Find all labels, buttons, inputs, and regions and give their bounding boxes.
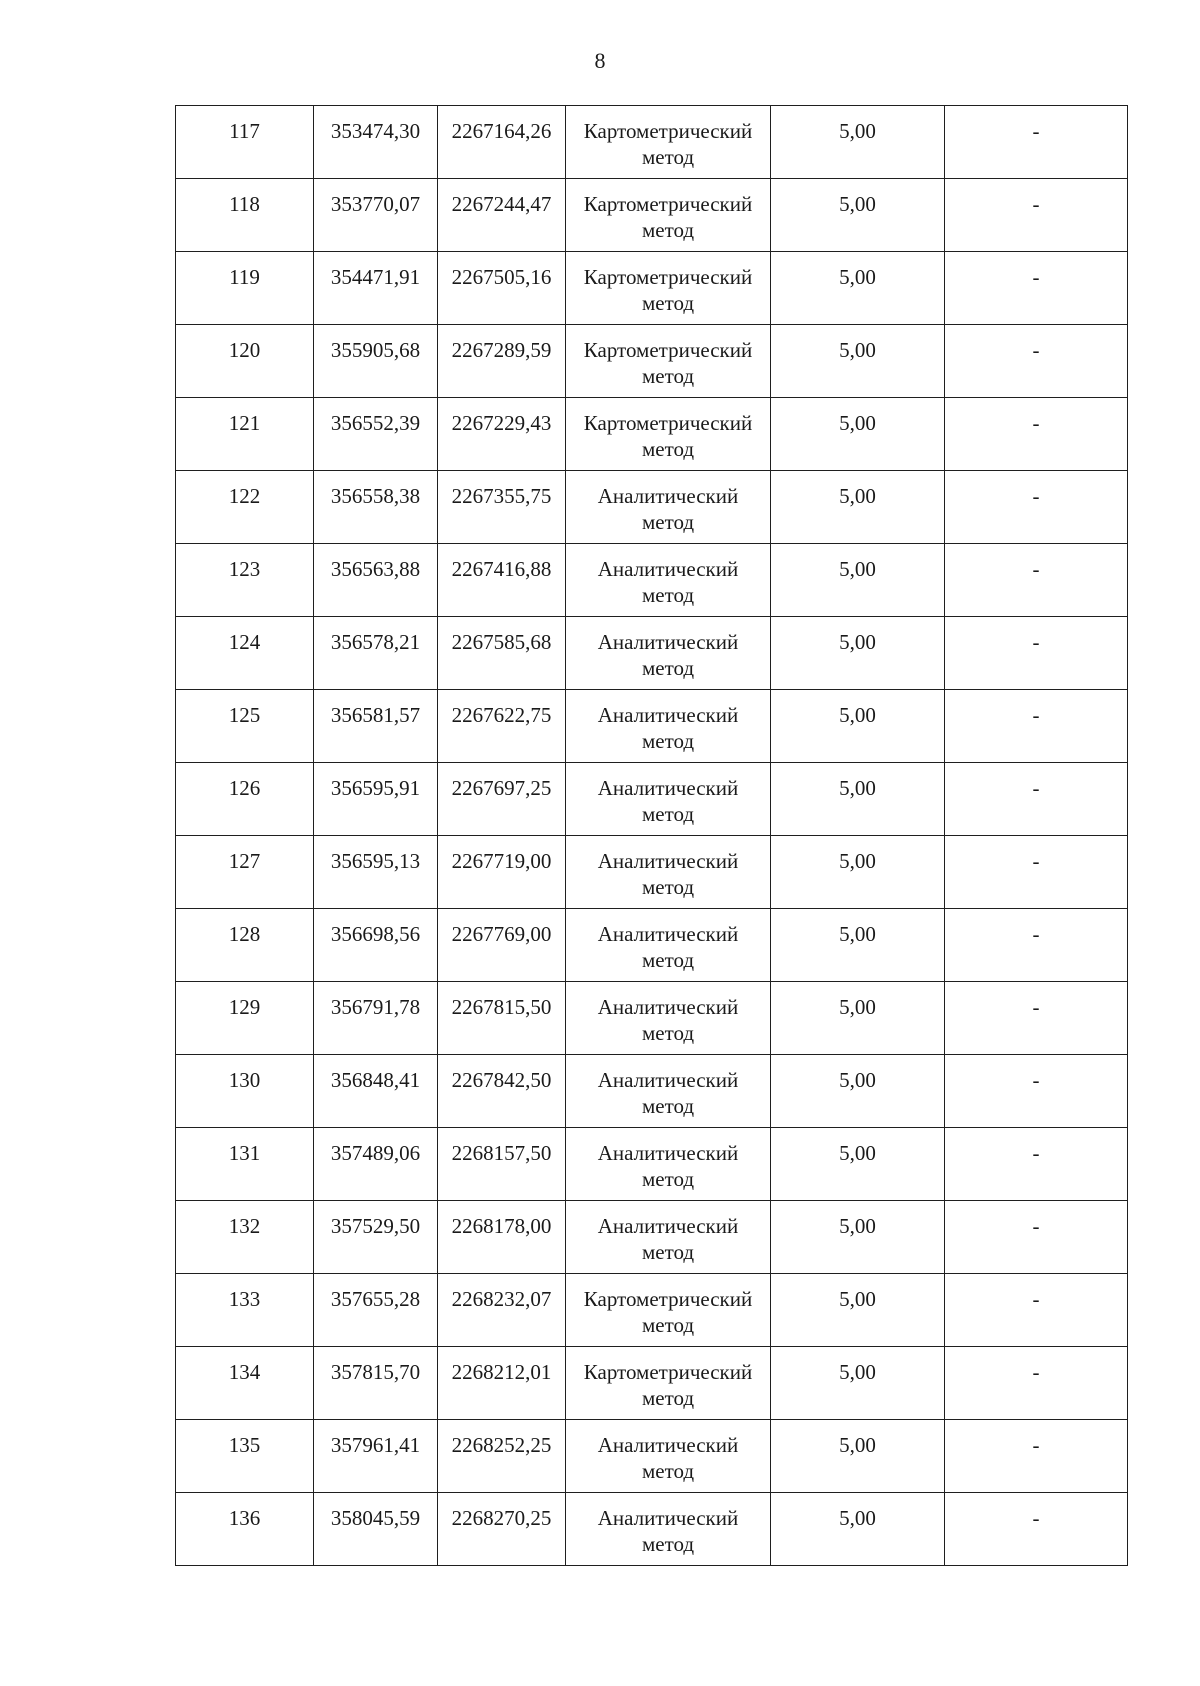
note-cell: -	[945, 1055, 1128, 1128]
method-name: Аналитический	[597, 484, 739, 508]
accuracy-cell: 5,00	[771, 909, 945, 982]
method-suffix: метод	[641, 291, 695, 315]
method-suffix: метод	[641, 948, 695, 972]
method-name: Картометрический	[583, 411, 753, 435]
method-name: Аналитический	[597, 776, 739, 800]
y-coordinate-cell: 2267355,75	[438, 471, 566, 544]
table-row	[176, 544, 1128, 617]
accuracy-cell: 5,00	[771, 1128, 945, 1201]
method-suffix: метод	[641, 1094, 695, 1118]
method-cell	[566, 1347, 771, 1420]
point-number-cell: 129	[176, 982, 314, 1055]
y-coordinate-cell: 2268252,25	[438, 1420, 566, 1493]
method-cell	[566, 398, 771, 471]
method-cell	[566, 909, 771, 982]
note-cell: -	[945, 1347, 1128, 1420]
y-coordinate-cell: 2267229,43	[438, 398, 566, 471]
x-coordinate-cell: 353770,07	[314, 179, 438, 252]
method-name: Аналитический	[597, 922, 739, 946]
method-cell	[566, 544, 771, 617]
y-coordinate-cell: 2267416,88	[438, 544, 566, 617]
note-cell: -	[945, 106, 1128, 179]
note-cell: -	[945, 1274, 1128, 1347]
method-name: Картометрический	[583, 265, 753, 289]
accuracy-cell: 5,00	[771, 544, 945, 617]
page-number: 8	[594, 48, 606, 73]
method-suffix: метод	[641, 802, 695, 826]
y-coordinate-cell: 2267719,00	[438, 836, 566, 909]
table-row	[176, 398, 1128, 471]
method-cell	[566, 106, 771, 179]
x-coordinate-cell: 356563,88	[314, 544, 438, 617]
accuracy-cell: 5,00	[771, 1055, 945, 1128]
method-name: Аналитический	[597, 703, 739, 727]
note-cell: -	[945, 909, 1128, 982]
method-name: Картометрический	[583, 192, 753, 216]
note-cell: -	[945, 471, 1128, 544]
x-coordinate-cell: 353474,30	[314, 106, 438, 179]
accuracy-cell: 5,00	[771, 1274, 945, 1347]
point-number-cell: 121	[176, 398, 314, 471]
table-row	[176, 690, 1128, 763]
method-cell	[566, 325, 771, 398]
method-suffix: метод	[641, 510, 695, 534]
method-suffix: метод	[641, 364, 695, 388]
table-row	[176, 836, 1128, 909]
method-cell	[566, 252, 771, 325]
note-cell: -	[945, 982, 1128, 1055]
accuracy-cell: 5,00	[771, 1347, 945, 1420]
method-suffix: метод	[641, 1240, 695, 1264]
y-coordinate-cell: 2267842,50	[438, 1055, 566, 1128]
method-name: Картометрический	[583, 338, 753, 362]
table-row	[176, 982, 1128, 1055]
y-coordinate-cell: 2267505,16	[438, 252, 566, 325]
x-coordinate-cell: 357529,50	[314, 1201, 438, 1274]
x-coordinate-cell: 356595,91	[314, 763, 438, 836]
table-row	[176, 325, 1128, 398]
accuracy-cell: 5,00	[771, 179, 945, 252]
point-number-cell: 122	[176, 471, 314, 544]
accuracy-cell: 5,00	[771, 398, 945, 471]
y-coordinate-cell: 2267622,75	[438, 690, 566, 763]
method-suffix: метод	[641, 1313, 695, 1337]
point-number-cell: 117	[176, 106, 314, 179]
method-cell	[566, 471, 771, 544]
accuracy-cell: 5,00	[771, 982, 945, 1055]
method-name: Аналитический	[597, 1214, 739, 1238]
x-coordinate-cell: 356595,13	[314, 836, 438, 909]
x-coordinate-cell: 356558,38	[314, 471, 438, 544]
method-suffix: метод	[641, 583, 695, 607]
point-number-cell: 124	[176, 617, 314, 690]
accuracy-cell: 5,00	[771, 1201, 945, 1274]
y-coordinate-cell: 2268212,01	[438, 1347, 566, 1420]
method-suffix: метод	[641, 1532, 695, 1556]
y-coordinate-cell: 2267815,50	[438, 982, 566, 1055]
table-row	[176, 1201, 1128, 1274]
method-name: Аналитический	[597, 995, 739, 1019]
y-coordinate-cell: 2268178,00	[438, 1201, 566, 1274]
point-number-cell: 134	[176, 1347, 314, 1420]
method-name: Аналитический	[597, 1068, 739, 1092]
x-coordinate-cell: 356848,41	[314, 1055, 438, 1128]
method-cell	[566, 179, 771, 252]
y-coordinate-cell: 2267289,59	[438, 325, 566, 398]
point-number-cell: 123	[176, 544, 314, 617]
y-coordinate-cell: 2267769,00	[438, 909, 566, 982]
method-cell	[566, 1128, 771, 1201]
coordinates-table	[175, 105, 1128, 1566]
accuracy-cell: 5,00	[771, 106, 945, 179]
method-name: Аналитический	[597, 1141, 739, 1165]
note-cell: -	[945, 398, 1128, 471]
point-number-cell: 119	[176, 252, 314, 325]
table-row	[176, 106, 1128, 179]
table-row	[176, 1347, 1128, 1420]
table-row	[176, 1420, 1128, 1493]
method-suffix: метод	[641, 656, 695, 680]
accuracy-cell: 5,00	[771, 617, 945, 690]
method-name: Аналитический	[597, 557, 739, 581]
point-number-cell: 128	[176, 909, 314, 982]
point-number-cell: 135	[176, 1420, 314, 1493]
point-number-cell: 132	[176, 1201, 314, 1274]
x-coordinate-cell: 356698,56	[314, 909, 438, 982]
point-number-cell: 127	[176, 836, 314, 909]
point-number-cell: 130	[176, 1055, 314, 1128]
point-number-cell: 118	[176, 179, 314, 252]
y-coordinate-cell: 2268232,07	[438, 1274, 566, 1347]
method-suffix: метод	[641, 218, 695, 242]
method-suffix: метод	[641, 1021, 695, 1045]
note-cell: -	[945, 325, 1128, 398]
accuracy-cell: 5,00	[771, 690, 945, 763]
accuracy-cell: 5,00	[771, 325, 945, 398]
x-coordinate-cell: 357961,41	[314, 1420, 438, 1493]
y-coordinate-cell: 2267244,47	[438, 179, 566, 252]
table-row	[176, 909, 1128, 982]
point-number-cell: 125	[176, 690, 314, 763]
method-cell	[566, 836, 771, 909]
x-coordinate-cell: 358045,59	[314, 1493, 438, 1566]
method-suffix: метод	[641, 145, 695, 169]
method-suffix: метод	[641, 1167, 695, 1191]
y-coordinate-cell: 2267164,26	[438, 106, 566, 179]
point-number-cell: 133	[176, 1274, 314, 1347]
method-name: Картометрический	[583, 1287, 753, 1311]
accuracy-cell: 5,00	[771, 252, 945, 325]
method-name: Аналитический	[597, 630, 739, 654]
method-suffix: метод	[641, 729, 695, 753]
x-coordinate-cell: 356581,57	[314, 690, 438, 763]
y-coordinate-cell: 2268157,50	[438, 1128, 566, 1201]
method-cell	[566, 1274, 771, 1347]
table-row	[176, 1128, 1128, 1201]
x-coordinate-cell: 356578,21	[314, 617, 438, 690]
method-name: Картометрический	[583, 119, 753, 143]
method-name: Аналитический	[597, 849, 739, 873]
y-coordinate-cell: 2268270,25	[438, 1493, 566, 1566]
method-name: Аналитический	[597, 1433, 739, 1457]
table-row	[176, 1055, 1128, 1128]
note-cell: -	[945, 617, 1128, 690]
coordinates-table-body	[176, 106, 1128, 1566]
table-row	[176, 763, 1128, 836]
method-cell	[566, 1055, 771, 1128]
note-cell: -	[945, 690, 1128, 763]
note-cell: -	[945, 179, 1128, 252]
method-suffix: метод	[641, 1459, 695, 1483]
point-number-cell: 136	[176, 1493, 314, 1566]
point-number-cell: 126	[176, 763, 314, 836]
note-cell: -	[945, 544, 1128, 617]
note-cell: -	[945, 836, 1128, 909]
x-coordinate-cell: 357815,70	[314, 1347, 438, 1420]
note-cell: -	[945, 1420, 1128, 1493]
accuracy-cell: 5,00	[771, 1493, 945, 1566]
x-coordinate-cell: 356552,39	[314, 398, 438, 471]
method-cell	[566, 763, 771, 836]
table-row	[176, 471, 1128, 544]
method-cell	[566, 1493, 771, 1566]
x-coordinate-cell: 357655,28	[314, 1274, 438, 1347]
method-cell	[566, 1201, 771, 1274]
y-coordinate-cell: 2267585,68	[438, 617, 566, 690]
method-suffix: метод	[641, 1386, 695, 1410]
note-cell: -	[945, 1493, 1128, 1566]
accuracy-cell: 5,00	[771, 471, 945, 544]
note-cell: -	[945, 1128, 1128, 1201]
method-cell	[566, 1420, 771, 1493]
x-coordinate-cell: 355905,68	[314, 325, 438, 398]
x-coordinate-cell: 354471,91	[314, 252, 438, 325]
note-cell: -	[945, 1201, 1128, 1274]
table-row	[176, 617, 1128, 690]
table-row	[176, 1274, 1128, 1347]
table-row	[176, 252, 1128, 325]
method-cell	[566, 617, 771, 690]
method-name: Картометрический	[583, 1360, 753, 1384]
table-row	[176, 1493, 1128, 1566]
y-coordinate-cell: 2267697,25	[438, 763, 566, 836]
method-cell	[566, 690, 771, 763]
accuracy-cell: 5,00	[771, 1420, 945, 1493]
table-row	[176, 179, 1128, 252]
note-cell: -	[945, 252, 1128, 325]
point-number-cell: 131	[176, 1128, 314, 1201]
method-name: Аналитический	[597, 1506, 739, 1530]
accuracy-cell: 5,00	[771, 836, 945, 909]
x-coordinate-cell: 357489,06	[314, 1128, 438, 1201]
method-suffix: метод	[641, 437, 695, 461]
method-cell	[566, 982, 771, 1055]
x-coordinate-cell: 356791,78	[314, 982, 438, 1055]
accuracy-cell: 5,00	[771, 763, 945, 836]
method-suffix: метод	[641, 875, 695, 899]
note-cell: -	[945, 763, 1128, 836]
point-number-cell: 120	[176, 325, 314, 398]
